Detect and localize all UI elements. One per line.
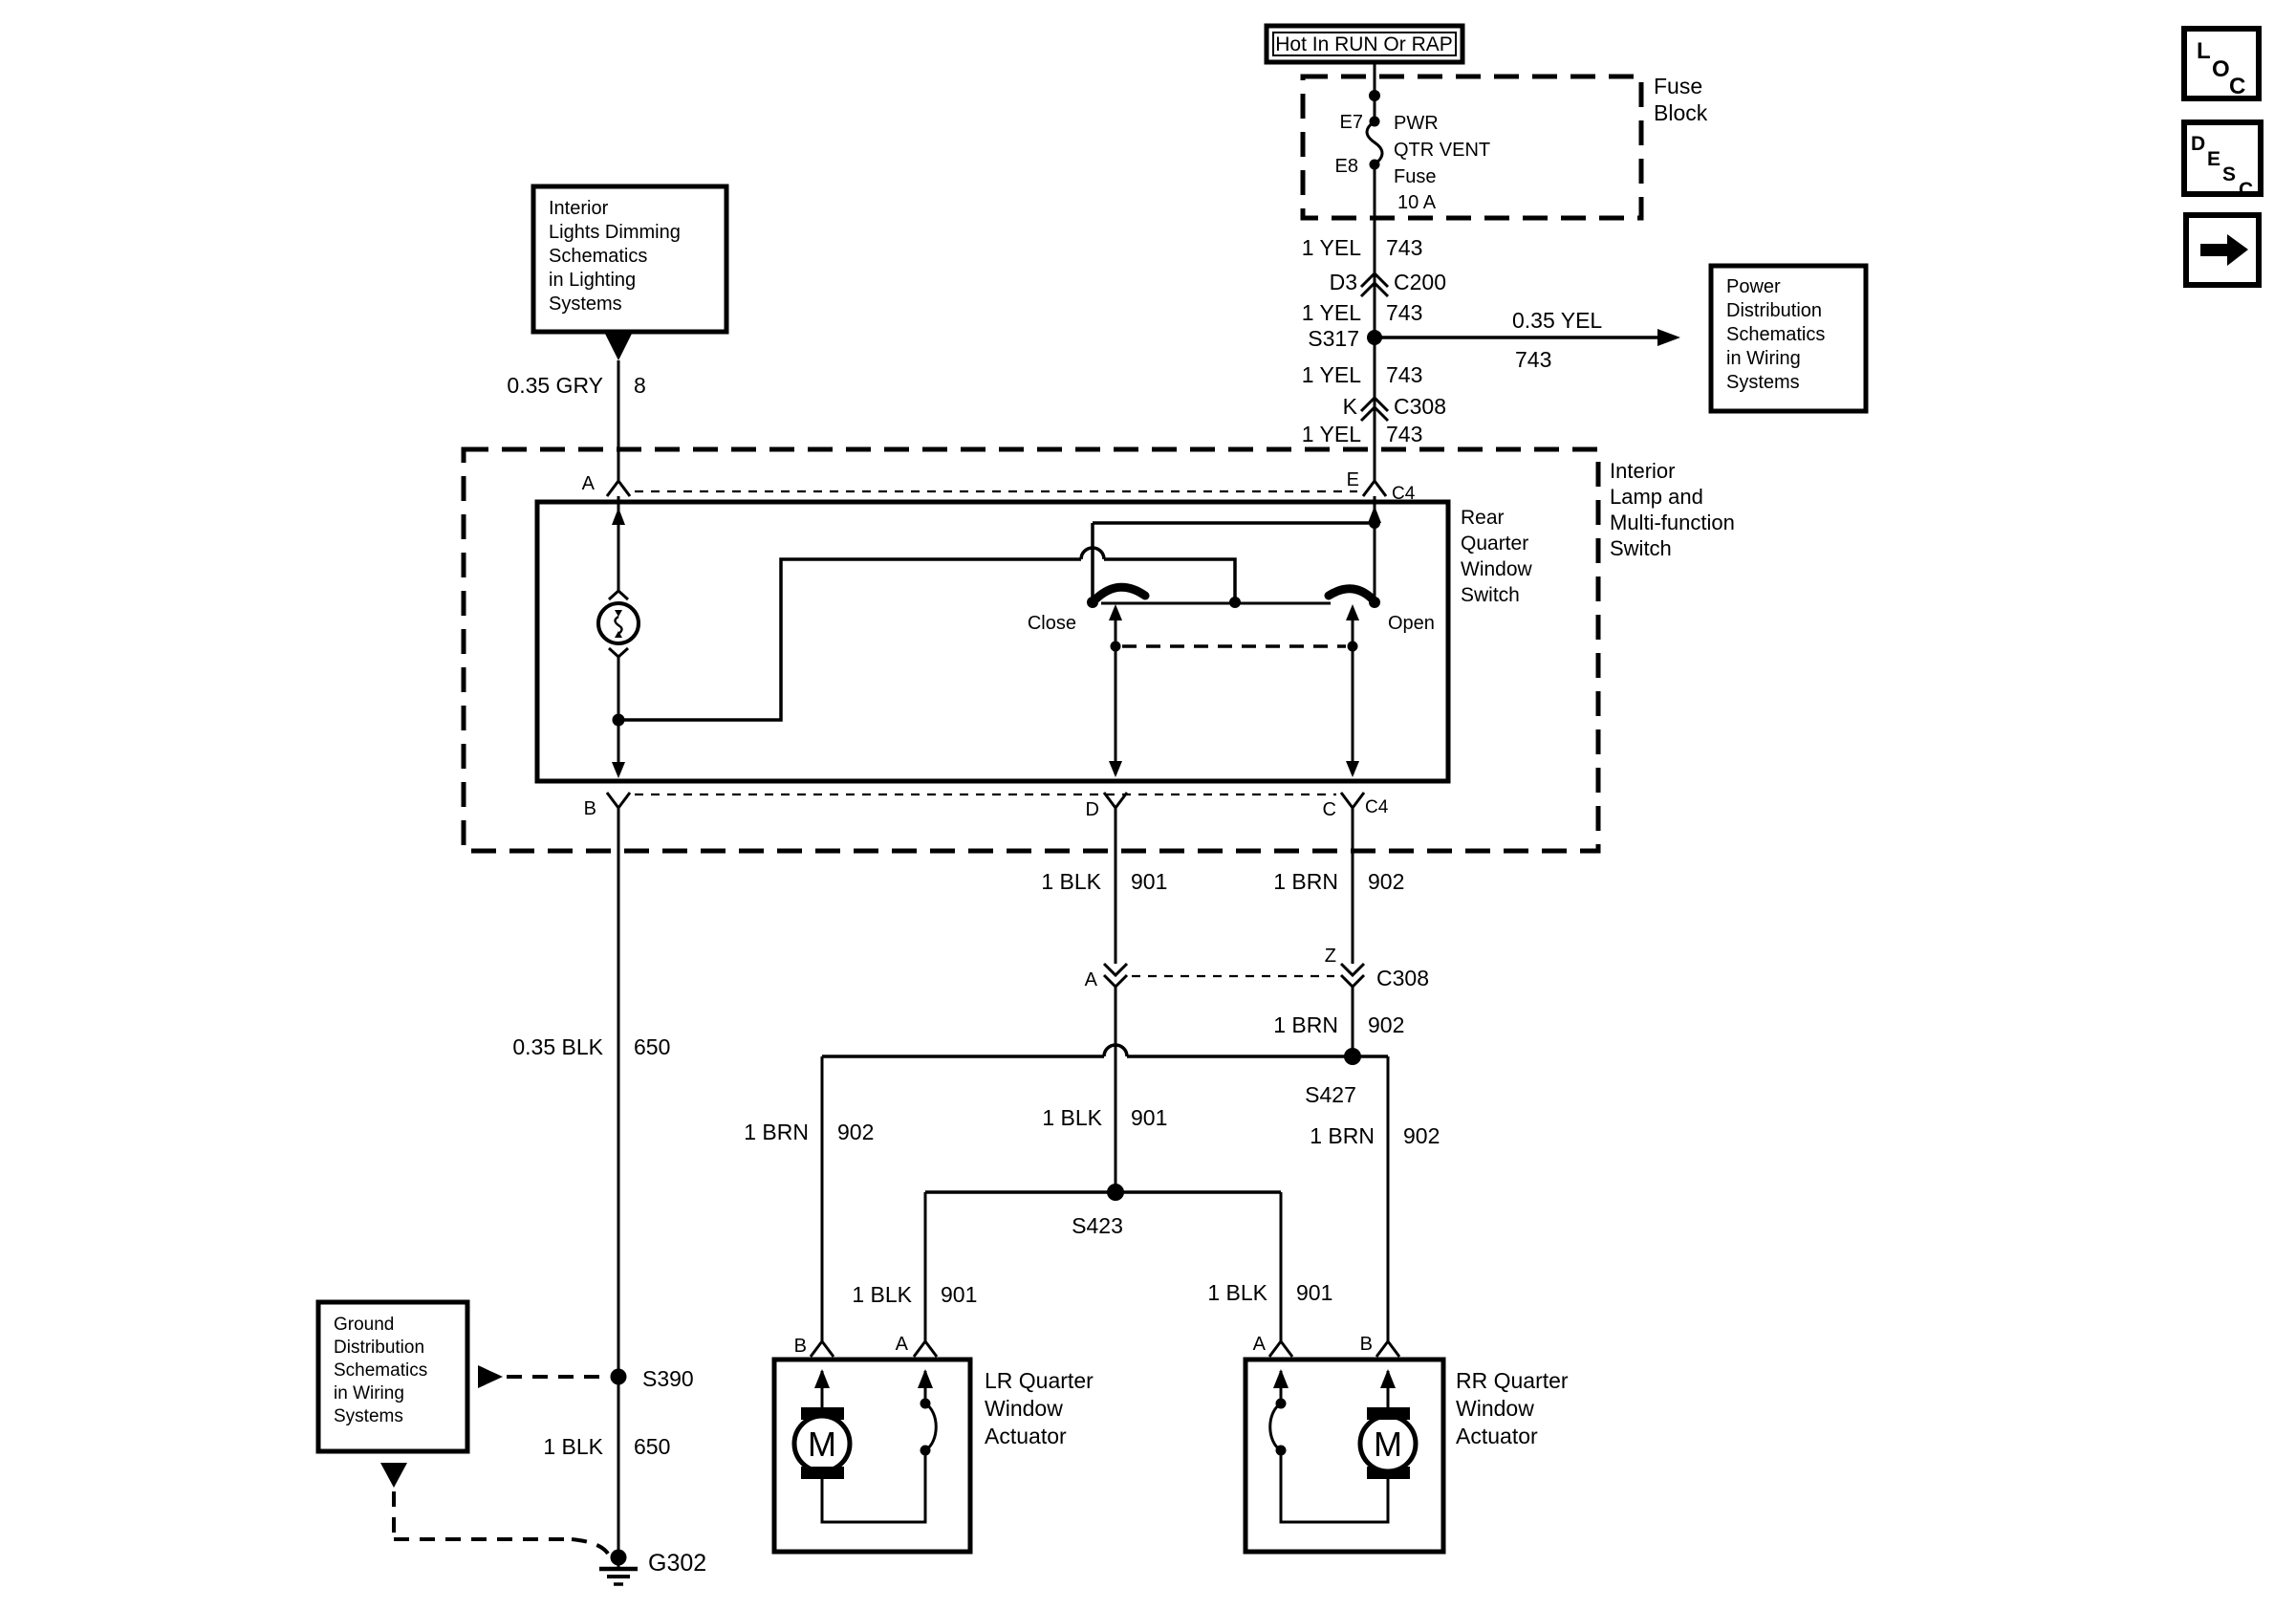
connector-pin: D3 bbox=[1329, 270, 1357, 294]
arrowhead-icon bbox=[1346, 761, 1359, 777]
assembly-label: Switch bbox=[1610, 536, 1672, 560]
splice-label: S427 bbox=[1305, 1082, 1356, 1107]
arrowhead-icon bbox=[612, 508, 625, 525]
fuse-name: Fuse bbox=[1394, 166, 1437, 187]
ref-line: in Wiring bbox=[1726, 348, 1801, 369]
pin-chevron-icon bbox=[607, 481, 618, 496]
wire-circuit: 901 bbox=[941, 1282, 978, 1307]
lamp-terminal-icon bbox=[609, 591, 628, 599]
fuse-pin-out: E8 bbox=[1334, 156, 1358, 177]
wire-lamp-feed bbox=[618, 559, 1081, 720]
motor-letter: M bbox=[808, 1425, 836, 1464]
switch-assembly bbox=[464, 449, 1735, 851]
splice-s390 bbox=[611, 1369, 627, 1385]
ref-line: in Wiring bbox=[334, 1383, 404, 1403]
wire-circuit: 902 bbox=[1403, 1123, 1440, 1148]
pin-chevron-icon bbox=[607, 793, 618, 808]
loc-letter: C bbox=[2229, 74, 2246, 99]
connector-pin: A bbox=[1084, 969, 1097, 990]
pin-chevron-icon bbox=[811, 1341, 822, 1357]
pin-chevron-icon bbox=[1341, 793, 1353, 808]
feed-wire-yel-743 bbox=[1302, 164, 1680, 481]
wire-gauge: 0.35 GRY bbox=[507, 373, 603, 398]
ground-label: G302 bbox=[648, 1550, 707, 1577]
splice-label: S317 bbox=[1308, 326, 1359, 351]
open-contact-icon bbox=[1329, 589, 1375, 601]
wire-gauge: 0.35 BLK bbox=[512, 1034, 603, 1059]
wire-circuit: 743 bbox=[1386, 362, 1423, 387]
ref-interior-lights-dimming bbox=[507, 186, 726, 481]
ref-line: Systems bbox=[1726, 372, 1800, 393]
arrowhead-icon bbox=[1380, 1369, 1396, 1388]
next-button[interactable] bbox=[2186, 215, 2259, 285]
ref-ground-distribution bbox=[318, 1302, 608, 1554]
wire-circuit: 743 bbox=[1386, 300, 1423, 325]
lamp-terminal-icon bbox=[609, 648, 628, 657]
wire-circuit: 902 bbox=[837, 1120, 875, 1144]
arrowhead-icon bbox=[918, 1369, 933, 1388]
wire-circuit: 650 bbox=[634, 1034, 671, 1059]
desc-letter: D bbox=[2191, 133, 2206, 155]
motor-letter: M bbox=[1374, 1425, 1402, 1464]
loc-letter: O bbox=[2212, 56, 2230, 82]
illumination-lamp-icon bbox=[598, 603, 639, 643]
wire-circuit: 650 bbox=[634, 1434, 671, 1459]
arrowhead-icon bbox=[1657, 329, 1680, 346]
wire-gauge: 1 YEL bbox=[1301, 235, 1361, 260]
pin-chevron-icon bbox=[618, 481, 630, 496]
ref-line: Schematics bbox=[549, 246, 648, 267]
wire-circuit: 902 bbox=[1368, 869, 1405, 894]
ref-line: Interior bbox=[549, 198, 609, 219]
assembly-outline bbox=[464, 449, 1598, 851]
fuse-block bbox=[1303, 62, 1708, 218]
switch-name: Quarter bbox=[1461, 533, 1529, 555]
assembly-label: Interior bbox=[1610, 459, 1676, 483]
switch-name: Switch bbox=[1461, 584, 1520, 606]
ground-path bbox=[512, 808, 706, 1584]
wire-gauge: 1 BRN bbox=[1310, 1123, 1375, 1148]
ref-line: Schematics bbox=[1726, 324, 1826, 345]
actuator-name: Actuator bbox=[985, 1424, 1067, 1448]
fuse-rating: 10 A bbox=[1397, 192, 1437, 213]
wire-gauge: 1 BLK bbox=[1207, 1280, 1267, 1305]
ref-line: Ground bbox=[334, 1315, 395, 1335]
wire-gauge: 1 BLK bbox=[543, 1434, 603, 1459]
loc-letter: L bbox=[2197, 38, 2211, 64]
pin-chevron-icon bbox=[1116, 793, 1127, 808]
pin-label: B bbox=[793, 1336, 807, 1357]
ref-arrow-icon bbox=[605, 334, 632, 360]
wire-gauge: 1 YEL bbox=[1301, 362, 1361, 387]
pin-chevron-icon bbox=[618, 793, 630, 808]
connector-pin: Z bbox=[1324, 946, 1336, 967]
ref-line: Distribution bbox=[334, 1338, 425, 1358]
actuator-name: RR Quarter bbox=[1456, 1368, 1569, 1393]
pin-label-b: B bbox=[583, 798, 596, 819]
wire-gauge: 1 YEL bbox=[1301, 300, 1361, 325]
pin-label: B bbox=[1359, 1334, 1373, 1355]
pin-chevron-icon bbox=[1269, 1341, 1281, 1357]
wire-gauge: 1 BLK bbox=[852, 1282, 912, 1307]
mech-link-dot bbox=[1348, 642, 1358, 652]
toolbar bbox=[2184, 29, 2261, 285]
connector-chevron-icon bbox=[1341, 964, 1364, 975]
actuator-name: Window bbox=[1456, 1396, 1534, 1421]
arrowhead-icon bbox=[814, 1369, 830, 1388]
wire-circuit: 901 bbox=[1131, 1105, 1168, 1130]
pin-chevron-icon bbox=[914, 1341, 925, 1357]
pin-label: A bbox=[895, 1334, 908, 1355]
wire-gauge: 1 BRN bbox=[744, 1120, 809, 1144]
switch-name: Rear bbox=[1461, 507, 1505, 529]
rr-actuator bbox=[1245, 1334, 1569, 1552]
ground-symbol-icon bbox=[599, 1550, 638, 1585]
ref-arrow-icon bbox=[478, 1365, 503, 1388]
wire-gauge: 1 YEL bbox=[1301, 422, 1361, 446]
pin-chevron-icon bbox=[925, 1341, 937, 1357]
ref-power-distribution bbox=[1711, 266, 1866, 411]
desc-letter: E bbox=[2207, 148, 2221, 170]
ref-line: Lights Dimming bbox=[549, 222, 681, 243]
lr-actuator bbox=[774, 1334, 1094, 1552]
switch-box bbox=[537, 502, 1448, 781]
wire-circuit: 743 bbox=[1386, 422, 1423, 446]
pin-label: A bbox=[1252, 1334, 1266, 1355]
fuse-block-title: Fuse bbox=[1654, 74, 1703, 98]
desc-button[interactable] bbox=[2184, 122, 2261, 201]
wire-gauge: 1 BLK bbox=[1042, 1105, 1102, 1130]
pin-label-d: D bbox=[1085, 799, 1099, 820]
power-source bbox=[1267, 26, 1462, 62]
fuse-name: PWR bbox=[1394, 113, 1439, 134]
pin-chevron-icon bbox=[1353, 793, 1364, 808]
wire-circuit: 901 bbox=[1296, 1280, 1333, 1305]
breaker-arc-icon bbox=[1270, 1403, 1281, 1450]
fuse-pin-in: E7 bbox=[1339, 112, 1363, 133]
breaker-arc-icon bbox=[925, 1403, 936, 1450]
ref-line: Power bbox=[1726, 276, 1781, 297]
wire-gauge: 1 BRN bbox=[1273, 1012, 1338, 1037]
arrowhead-icon bbox=[1109, 604, 1122, 620]
wire-circuit: 901 bbox=[1131, 869, 1168, 894]
splice-label: S390 bbox=[642, 1366, 694, 1391]
connector-name: C308 bbox=[1376, 966, 1429, 990]
wire-gauge: 1 BLK bbox=[1041, 869, 1101, 894]
pin-chevron-icon bbox=[1375, 481, 1386, 496]
fuse-element-icon bbox=[1367, 121, 1382, 164]
ref-line: in Lighting bbox=[549, 270, 637, 291]
connector-chevron-icon bbox=[1104, 964, 1127, 975]
hot-box-label: Hot In RUN Or RAP bbox=[1275, 33, 1453, 55]
open-label: Open bbox=[1388, 613, 1435, 634]
connector-name: C308 bbox=[1394, 394, 1446, 419]
fuse-block-title: Block bbox=[1654, 100, 1708, 125]
pin-label-e: E bbox=[1346, 469, 1359, 490]
connector-name: C200 bbox=[1394, 270, 1446, 294]
actuator-name: Actuator bbox=[1456, 1424, 1538, 1448]
splice-label: S423 bbox=[1072, 1213, 1123, 1238]
mech-link-dot bbox=[1111, 642, 1121, 652]
ref-line: Distribution bbox=[1726, 300, 1823, 321]
ref-arrow-icon bbox=[380, 1463, 407, 1488]
assembly-label: Multi-function bbox=[1610, 511, 1735, 534]
switch-name: Window bbox=[1461, 558, 1532, 580]
motor-wiring bbox=[744, 808, 1440, 1341]
wire-circuit: 902 bbox=[1368, 1012, 1405, 1037]
pin-chevron-icon bbox=[822, 1341, 834, 1357]
loc-button[interactable] bbox=[2184, 29, 2259, 99]
connector-c308-mid bbox=[1085, 946, 1429, 990]
desc-letter: S bbox=[2222, 163, 2237, 185]
ref-line: Systems bbox=[334, 1406, 403, 1426]
connector-name: C4 bbox=[1365, 797, 1389, 817]
actuator-name: LR Quarter bbox=[985, 1368, 1094, 1393]
wire-gauge: 0.35 YEL bbox=[1512, 308, 1603, 333]
wire-gauge: 1 BRN bbox=[1273, 869, 1338, 894]
close-contact-icon bbox=[1096, 587, 1145, 598]
pin-label-c: C bbox=[1322, 799, 1336, 820]
motor-icon bbox=[794, 1407, 850, 1479]
pin-chevron-icon bbox=[1376, 1341, 1388, 1357]
pin-chevron-icon bbox=[1281, 1341, 1292, 1357]
ref-line: Schematics bbox=[334, 1360, 428, 1381]
ref-link-dashed bbox=[572, 1539, 608, 1554]
wire-circuit: 743 bbox=[1515, 347, 1552, 372]
fuse-name: QTR VENT bbox=[1394, 140, 1491, 161]
arrowhead-icon bbox=[1346, 604, 1359, 620]
assembly-label: Lamp and bbox=[1610, 485, 1703, 509]
pin-label-a: A bbox=[581, 473, 595, 494]
open-contact-pivot bbox=[1369, 597, 1380, 608]
arrowhead-icon bbox=[612, 762, 625, 778]
desc-letter: C bbox=[2239, 179, 2254, 201]
connector-name: C4 bbox=[1392, 484, 1416, 504]
wire-circuit: 8 bbox=[634, 373, 646, 398]
arrowhead-icon bbox=[1109, 761, 1122, 777]
pin-chevron-icon bbox=[1388, 1341, 1399, 1357]
connector-pin: K bbox=[1342, 394, 1357, 419]
pin-chevron-icon bbox=[1363, 481, 1375, 496]
actuator-name: Window bbox=[985, 1396, 1063, 1421]
junction-dot bbox=[1369, 90, 1380, 101]
wire-circuit: 743 bbox=[1386, 235, 1423, 260]
splice-s427 bbox=[1344, 1048, 1361, 1065]
arrowhead-icon bbox=[1273, 1369, 1289, 1388]
ref-line: Systems bbox=[549, 294, 622, 315]
close-label: Close bbox=[1027, 613, 1076, 634]
wire-lamp-feed bbox=[1104, 559, 1235, 600]
motor-icon bbox=[1360, 1407, 1416, 1479]
